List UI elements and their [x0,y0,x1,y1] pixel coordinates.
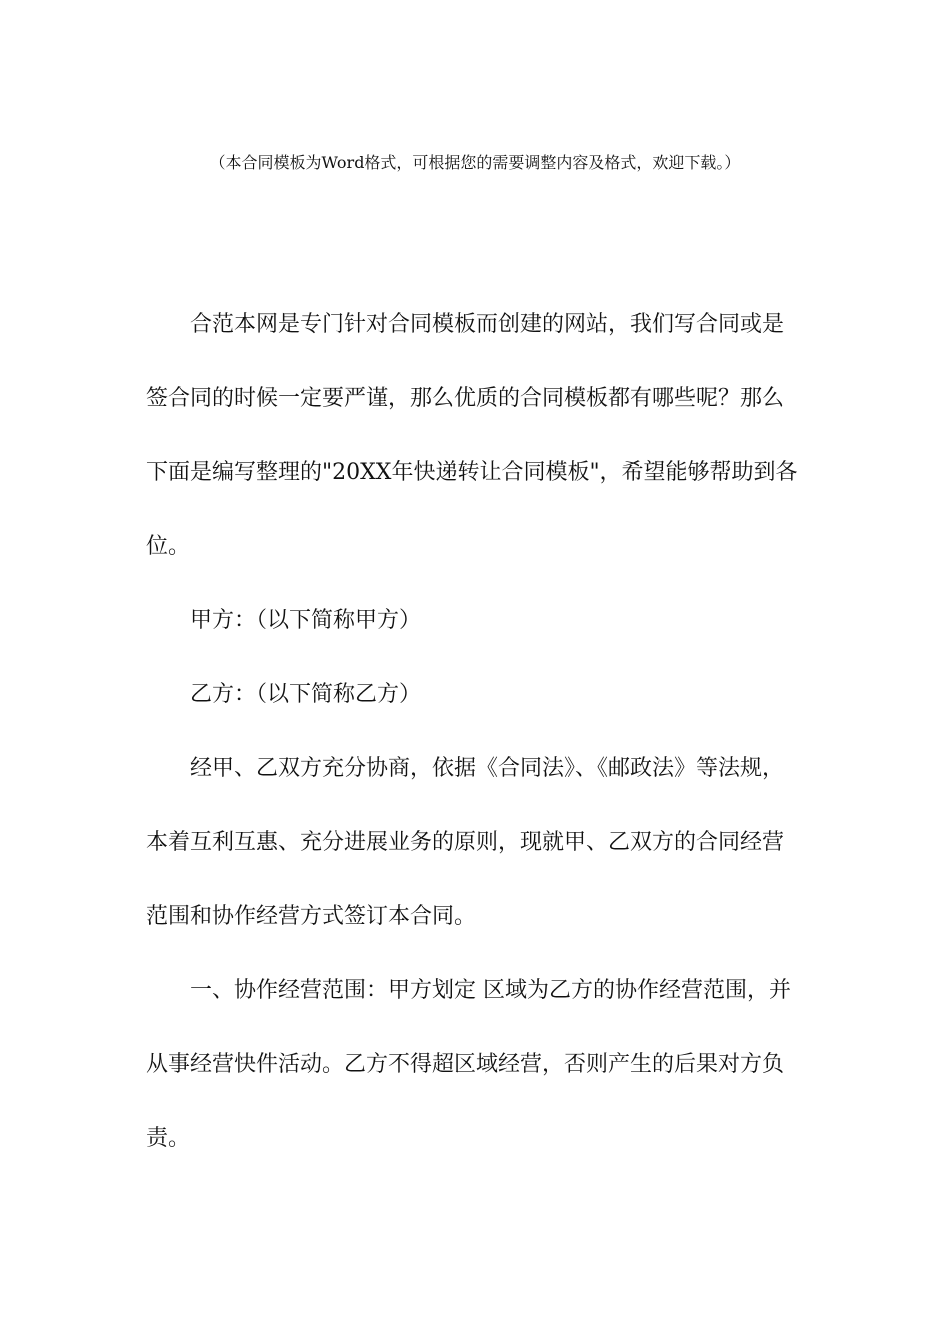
clause-1-paragraph [146,954,806,1176]
intro-line: 下面是编写整理的"20XX年快递转让合同模板"，希望能够帮助到各 [146,460,798,485]
preamble-line: 经甲、乙双方充分协商，依据《合同法》、《邮政法》等法规， [190,756,785,781]
party-a-line: 甲方：（以下简称甲方） [190,608,422,633]
clause-1-line: 责。 [146,1126,191,1151]
intro-paragraph [146,288,806,584]
preamble-paragraph [146,732,806,954]
intro-line: 位。 [146,534,191,559]
preamble-line: 本着互利互惠、充分进展业务的原则，现就甲、乙双方的合同经营 [146,830,785,855]
preamble-line: 范围和协作经营方式签订本合同。 [146,904,477,929]
party-b-line: 乙方：（以下简称乙方） [190,682,422,707]
template-note: （本合同模板为Word格式，可根据您的需要调整内容及格式，欢迎下载。） [209,153,741,172]
clause-1-line: 从事经营快件活动。乙方不得超区域经营，否则产生的后果对方负 [146,1052,785,1077]
intro-line: 合范本网是专门针对合同模板而创建的网站，我们写合同或是 [190,312,785,337]
clause-1-line: 一、协作经营范围：甲方划定 区域为乙方的协作经营范围，并 [190,978,791,1003]
document-body [146,288,806,1176]
intro-line: 签合同的时候一定要严谨，那么优质的合同模板都有哪些呢？那么 [146,386,785,411]
